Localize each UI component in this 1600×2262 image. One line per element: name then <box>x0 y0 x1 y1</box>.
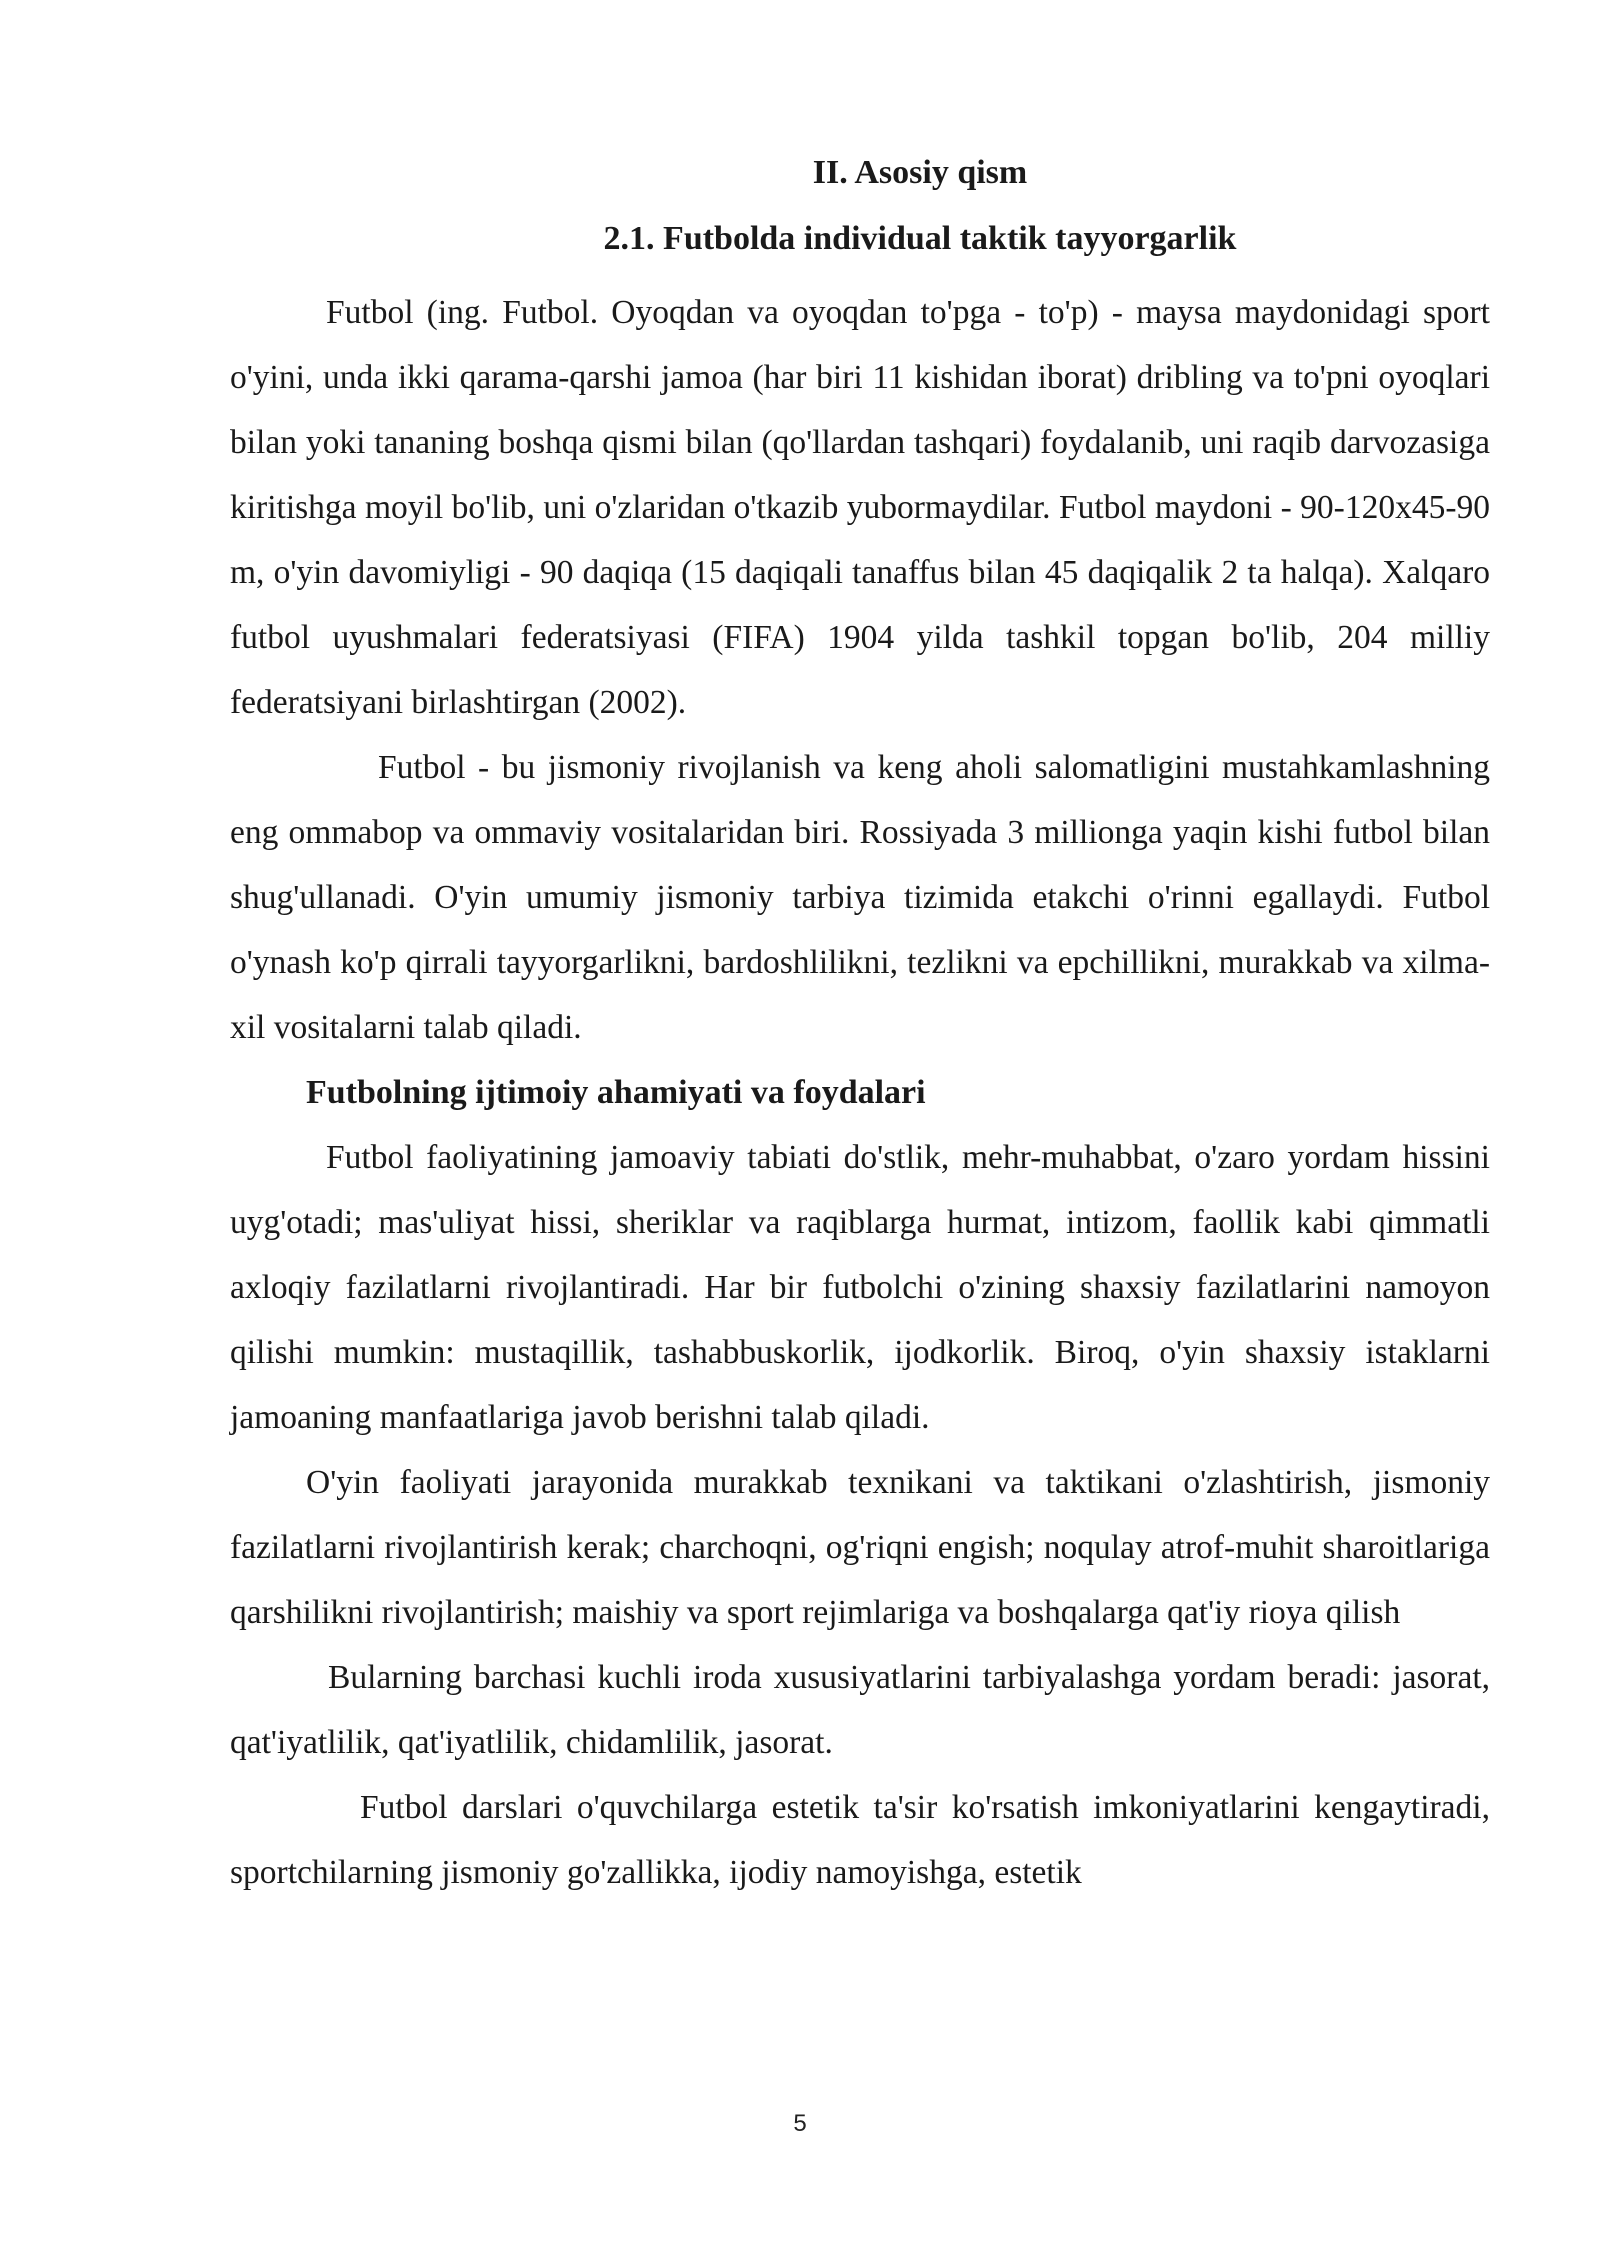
document-page <box>230 150 1490 1905</box>
paragraph-will-qualities: Bularning barchasi kuchli iroda xususiyatlarini tarbiyalashga yordam beradi: jasorat, qat'iyatlilik, qat'iyatlilik, chidamlilik, jasorat. <box>230 1659 1490 1761</box>
paragraph-aesthetic: Futbol darslari o'quvchilarga estetik ta'sir ko'rsatish imkoniyatlarini kengaytiradi, sportchilarning jismoniy go'zallikka, ijodiy namoyishga, estetik <box>230 1789 1490 1891</box>
paragraph-game-activity: O'yin faoliyati jarayonida murakkab texnikani va taktikani o'zlashtirish, jismoniy fazilatlarni rivojlantirish kerak; charchoqni, og'riqni engish; noqulay atrof-muhit sharoitlariga qarshilikni rivojlantirish; maishiy va sport rejimlariga va boshqalarga qat'iy rioya qilish <box>230 1464 1490 1631</box>
section-title: 2.1. Futbolda individual taktik tayyorgarlik <box>603 220 1237 257</box>
subheading-social-importance: Futbolning ijtimoiy ahamiyati va foydalari <box>306 1074 926 1111</box>
chapter-title: II. Asosiy qism <box>812 154 1028 191</box>
paragraph-team-nature: Futbol faoliyatining jamoaviy tabiati do'stlik, mehr-muhabbat, o'zaro yordam hissini uyg'otadi; mas'uliyat hissi, sheriklar va raqiblarga hurmat, intizom, faollik kabi qimmatli axloqiy fazilatlarni rivojlantiradi. Har bir futbolchi o'zining shaxsiy fazilatlarini namoyon qilishi mumkin: mustaqillik, tashabbuskorlik, ijodkorlik. Biroq, o'yin shaxsiy istaklarni jamoaning manfaatlariga javob berishni talab qiladi. <box>230 1139 1490 1436</box>
page-number: 5 <box>793 2110 807 2137</box>
paragraph-futbol-definition: Futbol (ing. Futbol. Oyoqdan va oyoqdan to'pga - to'p) - maysa maydonidagi sport o'yini, unda ikki qarama-qarshi jamoa (har biri 11 kishidan iborat) dribling va to'pni oyoqlari bilan yoki tananing boshqa qismi bilan (qo'llardan tashqari) foydalanib, uni raqib darvozasiga kiritishga moyil bo'lib, uni o'zlaridan o'tkazib yubormaydilar. Futbol maydoni - 90-120x45-90 m, o'yin davomiyligi - 90 daqiqa (15 daqiqali tanaffus bilan 45 daqiqalik 2 ta halqa). Xalqaro futbol uyushmalari federatsiyasi (FIFA) 1904 yilda tashkil topgan bo'lib, 204 milliy federatsiyani birlashtirgan (2002). <box>230 294 1490 721</box>
paragraph-futbol-health: Futbol - bu jismoniy rivojlanish va keng aholi salomatligini mustahkamlashning eng ommabop va ommaviy vositalaridan biri. Rossiyada 3 millionga yaqin kishi futbol bilan shug'ullanadi. O'yin umumiy jismoniy tarbiya tizimida etakchi o'rinni egallaydi. Futbol o'ynash ko'p qirrali tayyorgarlikni, bardoshlilikni, tezlikni va epchillikni, murakkab va xilma-xil vositalarni talab qiladi. <box>230 749 1490 1046</box>
